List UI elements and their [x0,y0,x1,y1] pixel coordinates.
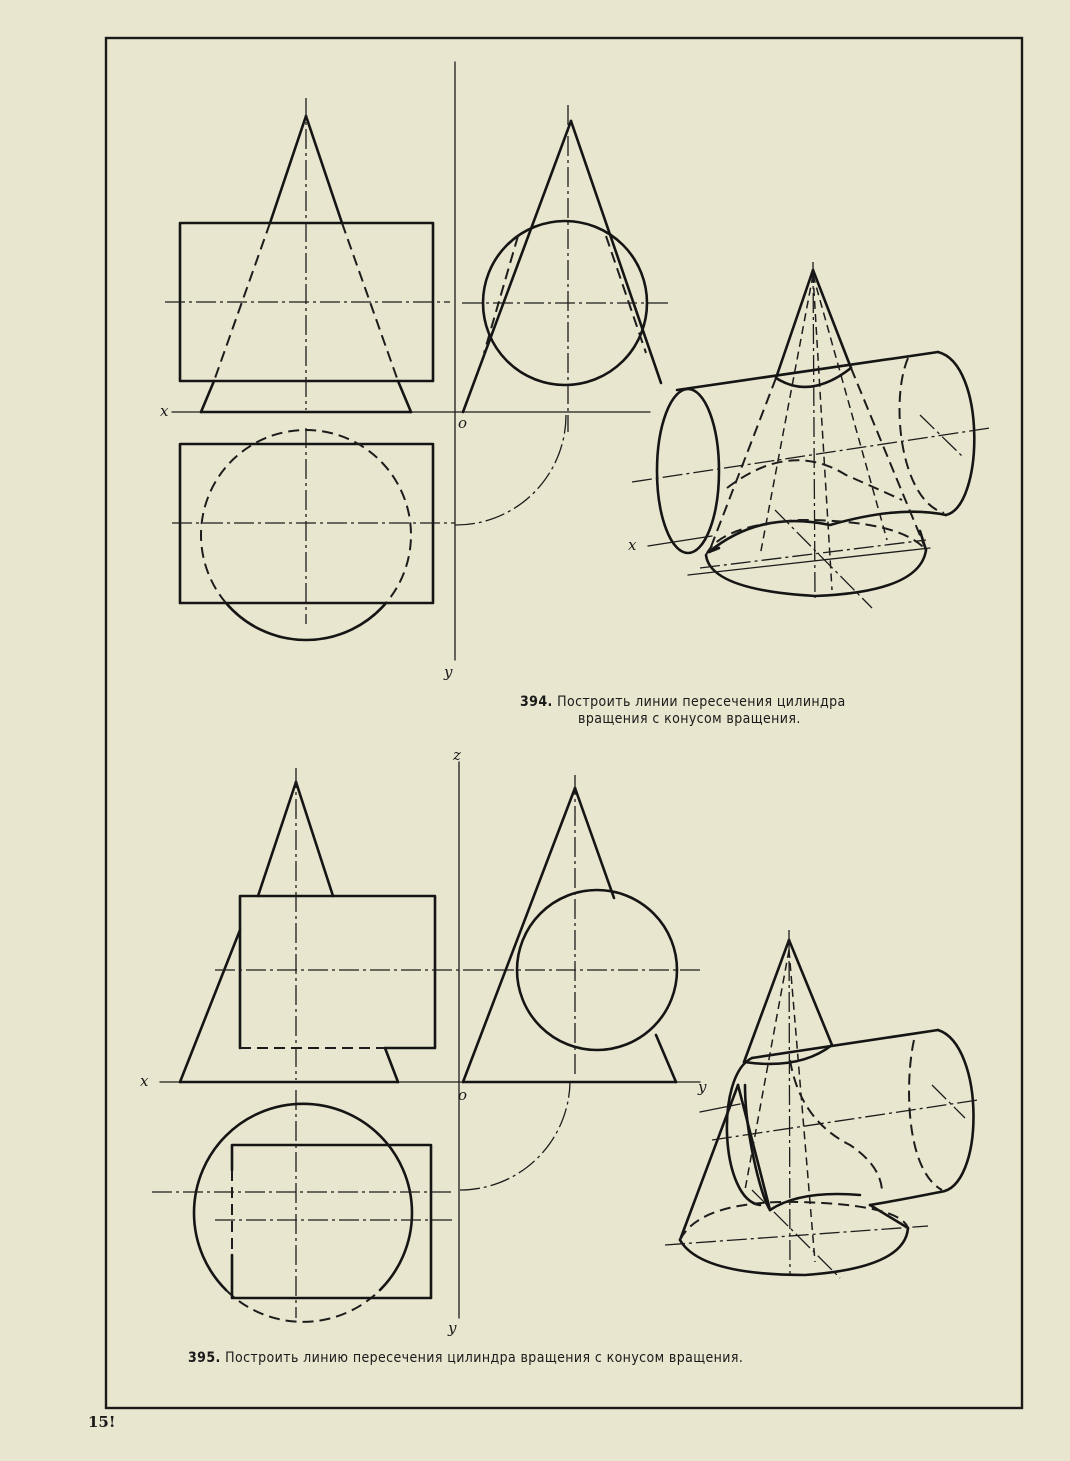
fig394-iso-x-label: x [628,536,637,554]
fig395-axis-x-label: x [140,1072,149,1090]
fig394-axis-y-label: y [444,663,453,681]
figure-395-caption [188,1350,948,1367]
fig394-top-view [172,428,455,640]
fig395-origin-label: o [458,1086,468,1104]
fig395-side-view [463,775,677,1082]
figure-394-caption-line1: Построить линии пересечения цилиндра [557,694,846,710]
figure-395-caption-text: Построить линию пересечения цилиндра вращения с конусом вращения. [225,1350,744,1366]
figure-394-drawing [160,62,990,681]
figure-394-caption [520,694,970,728]
fig395-front-view [180,768,700,1082]
fig394-side-view [462,105,672,432]
fig394-axis-x-label: x [160,402,169,420]
fig395-axis-y-label: y [448,1319,457,1337]
fig395-axis-y-side-label: y [698,1078,707,1096]
fig394-origin-label: o [458,414,468,432]
figure-395-drawing [140,746,978,1337]
fig394-front-view [165,98,450,412]
fig395-axis-z-label: z [453,746,461,764]
fig394-axes [172,62,650,660]
fig395-isometric-view [665,930,978,1278]
figure-395-number: 395. [188,1350,221,1366]
fig395-top-view [152,1090,455,1322]
fig394-isometric-view [632,262,990,608]
figure-394-number: 394. [520,694,553,710]
figure-394-caption-line2: вращения с конусом вращения. [578,711,801,727]
page-number: 15! [88,1413,116,1431]
